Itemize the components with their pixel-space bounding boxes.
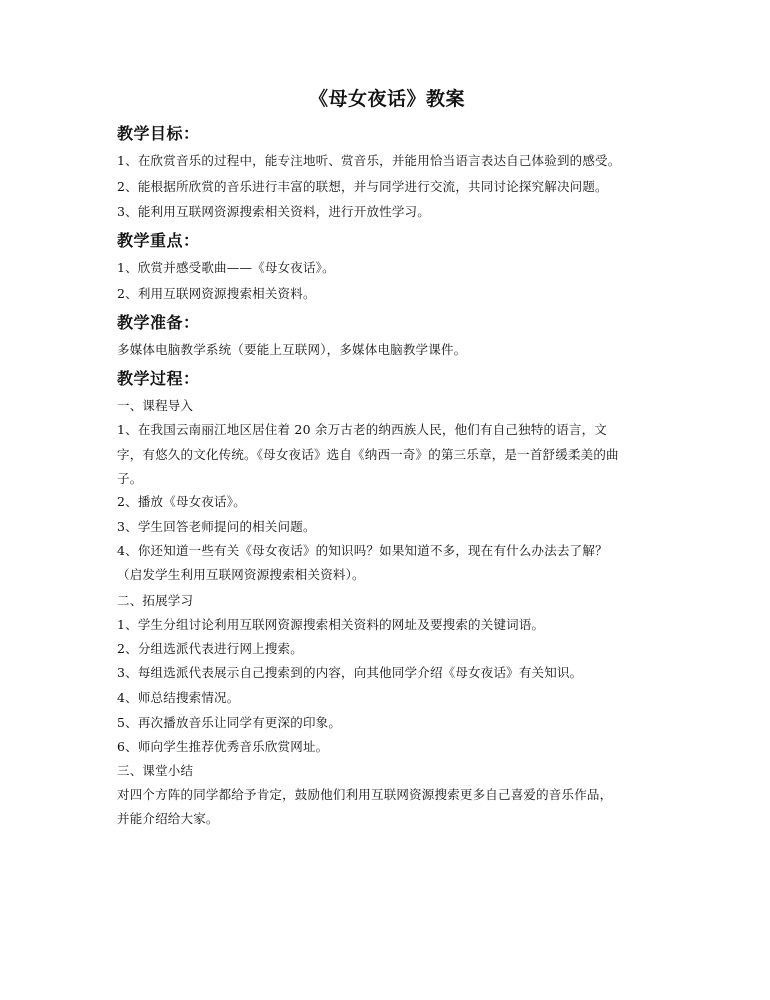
goal-item: 3、能利用互联网资源搜索相关资料，进行开放性学习。 xyxy=(117,204,430,219)
section-heading-goals: 教学目标： xyxy=(117,124,200,143)
goal-item: 2、能根据所欣赏的音乐进行丰富的联想，并与同学进行交流，共同讨论探究解决问题。 xyxy=(117,179,608,194)
process-item-continued: 字，有悠久的文化传统。《母女夜话》选自《纳西一奇》的第三乐章，是一首舒缓柔美的曲 xyxy=(117,447,619,462)
process-item: 3、学生回答老师提问的相关问题。 xyxy=(117,519,316,534)
process-item-continued: （启发学生利用互联网资源搜索相关资料）。 xyxy=(117,567,365,582)
keypoint-item: 2、利用互联网资源搜索相关资料。 xyxy=(117,286,316,301)
process-item: 5、再次播放音乐让同学有更深的印象。 xyxy=(117,715,342,730)
preparation-text: 多媒体电脑教学系统（要能上互联网），多媒体电脑教学课件。 xyxy=(117,342,467,357)
process-item: 2、分组选派代表进行网上搜索。 xyxy=(117,641,303,656)
section-heading-keypoints: 教学重点： xyxy=(117,231,200,250)
goal-item: 1、在欣赏音乐的过程中，能专注地听、赏音乐，并能用恰当语言表达自己体验到的感受。 xyxy=(117,153,621,168)
process-item: 6、师向学生推荐优秀音乐欣赏网址。 xyxy=(117,739,329,754)
process-item: 4、你还知道一些有关《母女夜话》的知识吗？如果知道不多，现在有什么办法去了解？ xyxy=(117,543,608,558)
section-heading-process: 教学过程： xyxy=(117,369,200,388)
process-item: 1、在我国云南丽江地区居住着 20 余万古老的纳西族人民，他们有自己独特的语言，文 xyxy=(117,422,608,437)
process-item: 3、每组选派代表展示自己搜索到的内容，向其他同学介绍《母女夜话》有关知识。 xyxy=(117,665,583,680)
process-item: 1、学生分组讨论利用互联网资源搜索相关资料的网址及要搜索的关键词语。 xyxy=(117,617,545,632)
process-item: 2、播放《母女夜话》。 xyxy=(117,494,246,509)
process-item: 4、师总结搜索情况。 xyxy=(117,690,240,705)
subsection-title: 一、课程导入 xyxy=(117,398,194,413)
section-heading-preparation: 教学准备： xyxy=(117,313,200,332)
subsection-title: 三、课堂小结 xyxy=(117,763,194,778)
subsection-title: 二、拓展学习 xyxy=(117,593,194,608)
process-item-continued: 子。 xyxy=(117,471,143,486)
document-title: 《母女夜话》教案 xyxy=(308,88,465,110)
summary-text: 对四个方阵的同学都给予肯定，鼓励他们利用互联网资源搜索更多自己喜爱的音乐作品， xyxy=(117,787,613,802)
keypoint-item: 1、欣赏并感受歌曲——《母女夜话》。 xyxy=(117,260,335,275)
summary-text-continued: 并能介绍给大家。 xyxy=(117,811,219,826)
